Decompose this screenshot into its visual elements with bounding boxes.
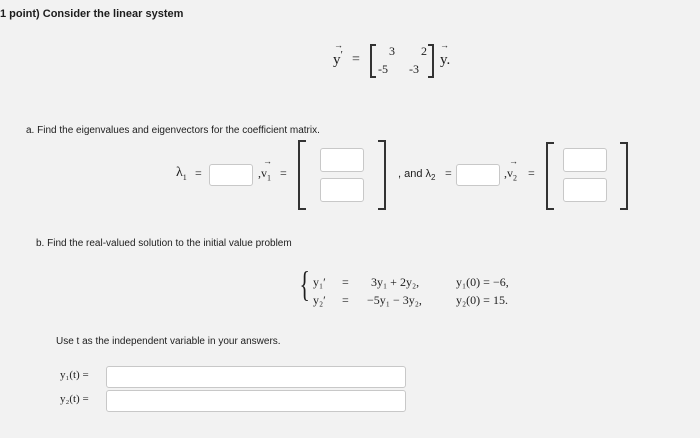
lambda1-equals: = <box>195 166 202 180</box>
eq1-equals: = <box>342 275 349 289</box>
y1-answer-input[interactable] <box>106 366 406 388</box>
vector-arrow-icon: → <box>440 40 449 50</box>
matrix-entry-21: -5 <box>378 62 388 76</box>
eq2-initial-condition: y₂(0) = 15. <box>456 293 508 307</box>
equals-sign: = <box>352 52 360 67</box>
problem-header: 1 point) Consider the linear system <box>0 8 184 20</box>
y-prime-symbol: y′ <box>333 49 343 68</box>
lambda1-label: $\lambda_1$ <box>176 165 187 182</box>
eq1-initial-condition: y₁(0) = −6, <box>456 275 509 289</box>
y2-label: y₂(t) = <box>60 393 89 405</box>
vector-arrow-icon: → <box>334 40 343 50</box>
matrix-right-bracket <box>428 44 434 78</box>
v1-entry-1-input[interactable] <box>320 148 364 172</box>
eq1-lhs: y₁′ <box>313 275 326 289</box>
and-lambda2-label: , and $\lambda_2$ <box>398 168 436 183</box>
y1-label: y₁(t) = <box>60 369 89 381</box>
v1-entry-2-input[interactable] <box>320 178 364 202</box>
v1-right-bracket <box>378 140 386 210</box>
v2-right-bracket <box>620 142 628 210</box>
independent-variable-note: Use t as the independent variable in your answers. <box>56 336 281 347</box>
eq2-lhs: y₂′ <box>313 293 326 307</box>
v2-entry-2-input[interactable] <box>563 178 607 202</box>
matrix-entry-11: 3 <box>389 44 395 58</box>
vector-arrow-icon: → <box>509 156 518 166</box>
matrix-entry-12: 2 <box>421 44 427 58</box>
v2-equals: = <box>528 166 535 180</box>
y2-answer-input[interactable] <box>106 390 406 412</box>
eq2-equals: = <box>342 293 349 307</box>
lambda1-input[interactable] <box>209 164 253 186</box>
v2-label: $,v_2$ <box>504 166 517 183</box>
lambda2-input[interactable] <box>456 164 500 186</box>
part-a-prompt: a. Find the eigenvalues and eigenvectors for the coefficient matrix. <box>26 125 320 136</box>
matrix-entry-22: -3 <box>409 62 419 76</box>
v2-entry-1-input[interactable] <box>563 148 607 172</box>
ivp-brace: { <box>299 264 310 304</box>
matrix-left-bracket <box>370 44 376 78</box>
vector-arrow-icon: → <box>263 156 272 166</box>
v1-equals: = <box>280 166 287 180</box>
v1-left-bracket <box>298 140 306 210</box>
v2-left-bracket <box>546 142 554 210</box>
eq1-rhs: 3y₁ + 2y₂, <box>371 275 420 289</box>
v1-label: $,v_1$ <box>258 166 271 183</box>
lambda2-equals: = <box>445 166 452 180</box>
eq2-rhs: −5y₁ − 3y₂, <box>367 293 422 307</box>
part-b-prompt: b. Find the real-valued solution to the initial value problem <box>36 238 292 249</box>
y-vector-symbol: y. <box>440 52 451 68</box>
